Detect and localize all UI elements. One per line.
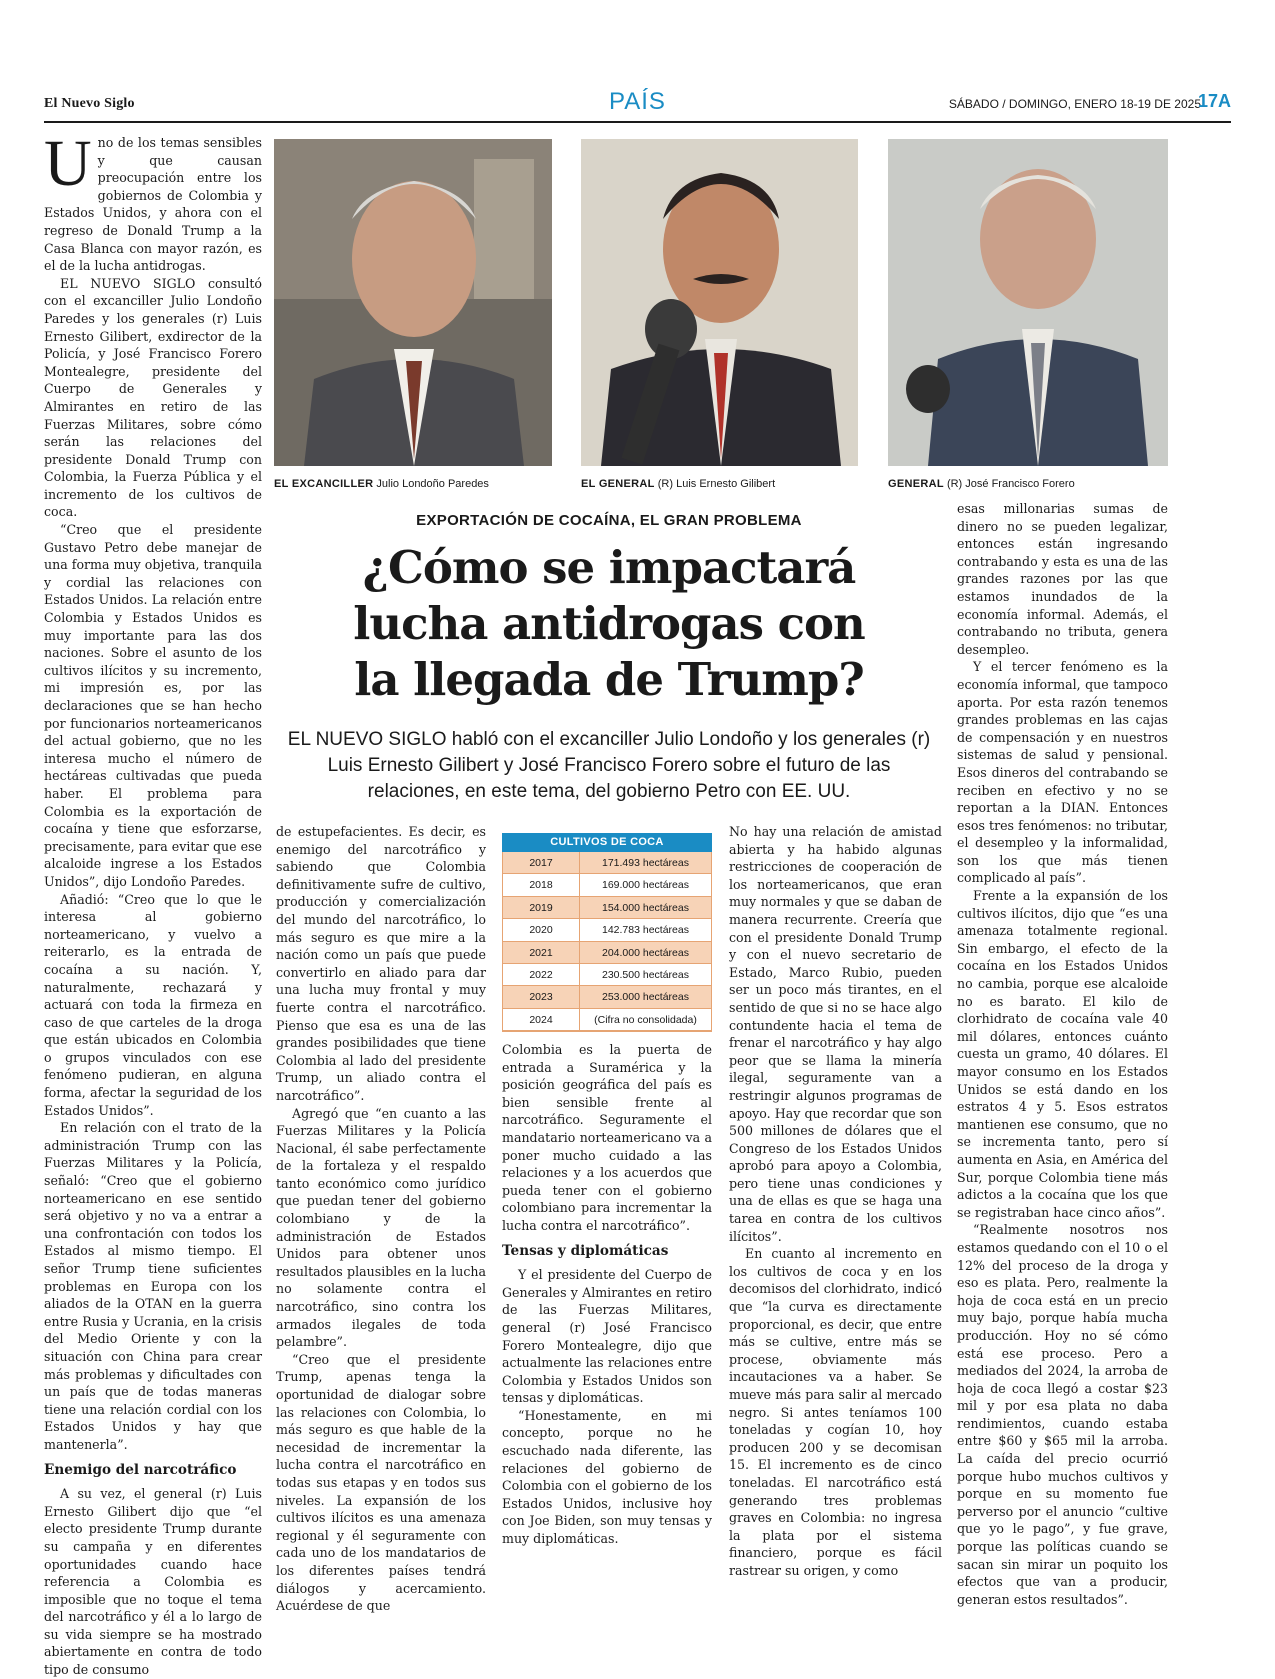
article-column-2: [276, 823, 486, 1615]
deck: EL NUEVO SIGLO habló con el excanciller Julio Londoño y los generales (r) Luis Ernesto Gilibert y José Francisco Forero sobre el futuro de las relaciones, en este tema, del gobierno Petro con EE. UU.: [287, 729, 931, 802]
paragraph: En cuanto al incremento en los cultivos de coca y en los decomisos del clorhidrato, indicó que “la curva es directamente proporcional, es decir, que entre más se cultive, entre más se procese, obviamente más incautaciones va a haber. Se mueve más para salir al mercado negro. Si antes teníamos 100 toneladas y cogían 10, hoy producen 200 y se decomisan 15. El incremento es de cinco toneladas. El narcotráfico está generando tres problemas graves en Colombia: no ingresa la plata por el sistema financiero, porque es fácil rastrear su origen, y como: [729, 1246, 942, 1578]
photo-caption-3: GENERAL (R) José Francisco Forero: [888, 478, 1075, 490]
section-title: PAÍS: [609, 88, 666, 115]
table-cell-year: 2020: [529, 924, 553, 937]
newspaper-brand: El Nuevo Siglo: [44, 96, 135, 111]
table-cell-value: 204.000 hectáreas: [579, 942, 711, 963]
header-rule: [44, 121, 1231, 123]
drop-cap: U: [44, 127, 92, 200]
table-cell-value: 169.000 hectáreas: [579, 874, 711, 895]
table-row: [503, 919, 711, 941]
photo-luis-gilibert: [581, 139, 858, 466]
article-column-3: [502, 1041, 712, 1548]
table-row: [503, 874, 711, 896]
paragraph: “Creo que el presidente Trump, apenas tenga la oportunidad de dialogar sobre las relaciones con Colombia, lo más seguro es que hable de la necesidad de incrementar la lucha contra el narcotráfico en todas sus etapas y en todos sus niveles. La expansión de los cultivos ilícitos es una amenaza regional y él seguramente con cada uno de los mandatarios de los diferentes países tendrá diálogos y acercamiento. Acuérdese de que: [276, 1351, 486, 1614]
issue-date: SÁBADO / DOMINGO, ENERO 18-19 DE 2025: [948, 97, 1201, 111]
table-cell-year: 2023: [529, 991, 553, 1004]
page-number: 17A: [1197, 91, 1231, 111]
paragraph: esas millonarias sumas de dinero no se pueden legalizar, entonces están ingresando contrabando y esta es una de las grandes razones por las que estamos inundados de la economía informal. Además, el contrabando no tributa, genera desempleo.: [957, 501, 1168, 657]
table-cell-year: 2021: [529, 946, 553, 959]
photo-jose-forero: [888, 139, 1168, 466]
paragraph: A su vez, el general (r) Luis Ernesto Gilibert dijo que “el electo presidente Trump durante su campaña y en diferentes oportunidades cuando hace referencia a Colombia es imposible que no toque el tema del narcotráfico y él a lo largo de su vida siempre se ha mostrado abiertamente en contra de todo tipo de consumo: [44, 1486, 262, 1678]
paragraph: Añadió: “Creo que lo que le interesa al gobierno norteamericano, y vuelvo a reiterarlo, es la entrada de cocaína a su nación. Y, naturalmente, rechazará y actuará con toda la firmeza en caso de que carteles de la droga que están ubicados en Colombia o grupos vinculados con ese fenómeno pudieran, en alguna forma, afectar la seguridad de los Estados Unidos”.: [44, 891, 262, 1118]
photo-julio-londono: [274, 139, 552, 466]
paragraph: Y el tercer fenómeno es la economía informal, que tampoco aporta. Por esta razón tenemos grandes problemas en las cajas de compensación y en nuestros sistemas de salud y pensional. Esos dineros del contrabando se reciben en efectivo y no se reportan a la DIAN. Entonces esos tres fenómenos: no tributar, el desempleo y la informalidad, son los que más tienen complicado al país”.: [957, 659, 1168, 886]
table-row: [503, 1009, 711, 1031]
paragraph: de estupefacientes. Es decir, es enemigo del narcotráfico y sabiendo que Colombia definitivamente sufre de cultivo, producción y comercialización del mundo del narcotráfico, lo más seguro es que mire a la nación como un país que puede convertirlo en aliado para dar una lucha muy frontal y muy fuerte contra el narcotráfico. Pienso que esa es una de las grandes posibilidades que tiene Colombia al lado del presidente Trump, un aliado contra el narcotráfico”.: [276, 824, 486, 1103]
headline: ¿Cómo se impactará lucha antidrogas con la llegada de Trump?: [353, 541, 865, 706]
paragraph: Frente a la expansión de los cultivos ilícitos, dijo que “es una amenaza totalmente regional. Sin embargo, el efecto de la cocaína en los Estados Unidos no cambia, porque ese alcaloide no es barato. El kilo de clorhidrato de cocaína vale 40 mil dólares, entonces cuánto cuesta un gramo, 40 dólares. El mayor consumo en los Estados Unidos se está dando en los estratos 4 y 5. Esos estratos mantienen ese consumo, que no se incrementa tanto, pero sí aumenta en Asia, en América del Sur, porque Colombia tiene más adictos a la cocaína que los que se registraban hace cinco años”.: [957, 888, 1168, 1220]
masthead: [44, 88, 1231, 116]
paragraph: No hay una relación de amistad abierta y ha habido algunas restricciones de cooperación de los norteamericanos, que eran muy normales y que se daban de manera recurrente. Creería que con el presidente Donald Trump y con el nuevo secretario de Estado, Marco Rubio, pueden ser un poco más tirantes, en el sentido de que si no se hace algo contundente hacia el tema de frenar el narcotráfico y hay algo peor que se llama la minería ilegal, seguramente van a restringir algunos programas de apoyo. Hay que recordar que son 500 millones de dólares que el Congreso de los Estados Unidos aprobó para apoyo a Colombia, pero tiene unas condiciones y una de ellas es que se haga una tarea en contra de los cultivos ilícitos”.: [729, 824, 942, 1244]
article-column-1: [44, 127, 262, 1679]
coca-crops-table: [502, 833, 712, 1032]
photo-caption-2: EL GENERAL (R) Luis Ernesto Gilibert: [581, 478, 776, 490]
paragraph: Y el presidente del Cuerpo de Generales y Almirantes en retiro de las Fuerzas Militares, general (r) José Francisco Forero Montealegre, dijo que actualmente las relaciones entre Colombia y Estados Unidos son tensas y diplomáticas.: [502, 1267, 712, 1406]
paragraph: En relación con el trato de la administración Trump con las Fuerzas Militares y la Policía, señaló: “Creo que el gobierno norteamericano en ese sentido será objetivo y no va a entrar a una confrontación con todos los Estados al mismo tiempo. El señor Trump tiene suficientes problemas en Europa con los aliados de la OTAN en la guerra entre Rusia y Ucrania, en la crisis del Medio Oriente y con la situación con China para crear más problemas y dificultades con un país que de todas maneras tiene una relación cordial con los Estados Unidos y hay que mantenerla”.: [44, 1120, 262, 1452]
table-title: CULTIVOS DE COCA: [502, 833, 712, 852]
table-row: [503, 852, 711, 874]
table-cell-year: 2017: [529, 857, 553, 869]
paragraph: “Honestamente, en mi concepto, porque no he escuchado nada diferente, las relaciones del gobierno de Colombia con el gobierno de los Estados Unidos, inclusive hoy con Joe Biden, son muy tensas y muy diplomáticas.: [502, 1407, 712, 1547]
table-cell-year: 2022: [529, 968, 553, 981]
table-row: [503, 942, 711, 964]
paragraph: “Creo que el presidente Gustavo Petro debe manejar de una forma muy objetiva, tranquila y cordial las relaciones con Estados Unidos. La relación entre Colombia y Estados Unidos es muy importante para las dos naciones. Sobre el asunto de los cultivos ilícitos y su incremento, mi impresión es, por las declaraciones que se han hecho por funcionarios norteamericanos del actual gobierno, que no les interesa mucho el número de hectáreas cultivadas que pueda haber. El problema para Colombia es la exportación de cocaína y tiene que esforzarse, precisamente, para evitar que ese alcaloide ingrese a los Estados Unidos”, dijo Londoño Paredes.: [44, 522, 262, 889]
table-row: [503, 897, 711, 919]
subheading: Tensas y diplomáticas: [502, 1242, 669, 1259]
paragraph: Colombia es la puerta de entrada a Suramérica y la posición geográfica del país es bien sensible frente al narcotráfico. Seguramente el mandatario norteamericano va a poner mucho cuidado a las relaciones y a los acuerdos que pueda tener con el gobierno colombiano para incrementar la lucha contra el narcotráfico”.: [502, 1042, 712, 1233]
table-cell-value: 154.000 hectáreas: [579, 897, 711, 918]
table-cell-value: 253.000 hectáreas: [579, 986, 711, 1007]
table-cell-value: 142.783 hectáreas: [579, 919, 711, 940]
article-column-5: [957, 500, 1168, 1608]
table-cell-year: 2024: [529, 1013, 553, 1026]
table-cell-value: 230.500 hectáreas: [579, 964, 711, 985]
paragraph: Agregó que “en cuanto a las Fuerzas Militares y la Policía Nacional, él sabe perfectamente de la fortaleza y el respaldo tanto económico como jurídico que puedan tener del gobierno colombiano y de la administración de Estados Unidos para obtener unos resultados plausibles en la lucha no solamente contra el narcotráfico, sino contra los armados ilegales de toda pelambre”.: [276, 1105, 486, 1350]
lead-paragraph: Uno de los temas sensibles y que causan preocupación entre los gobiernos de Colombia y Estados Unidos, y ahora con el regreso de Donald Trump a la Casa Blanca con mayor razón, es el de la lucha antidrogas.: [44, 127, 262, 274]
table-cell-value: (Cifra no consolidada): [579, 1009, 711, 1030]
table-row: [503, 986, 711, 1008]
paragraph: EL NUEVO SIGLO consultó con el excanciller Julio Londoño Paredes y los generales (r) Luis Ernesto Gilibert, exdirector de la Policía, y José Francisco Forero Montealegre, presidente del Cuerpo de Generales y Almirantes en retiro de las Fuerzas Militares, sobre cómo serán las relaciones del presidente Donald Trump con Colombia, la Fuerza Pública y el incremento de los cultivos de coca.: [44, 275, 262, 520]
photo-caption-1: EL EXCANCILLER Julio Londoño Paredes: [274, 478, 489, 490]
article-column-4: [729, 823, 942, 1580]
table-cell-year: 2019: [529, 901, 553, 914]
table-row: [503, 964, 711, 986]
table-cell-value: 171.493 hectáreas: [579, 852, 711, 873]
paragraph: “Realmente nosotros nos estamos quedando con el 10 o el 12% del proceso de la droga y eso es plata. Pero, realmente la hoja de coca está en un precio muy bajo, porque había mucha producción. Hoy no sé cómo está ese proceso. Pero a mediados del 2024, la arroba de hoja de coca llegó a costar $23 mil y por esa plata no daba rendimientos, cuando estaba entre $60 y $65 mil la arroba. La caída del precio ocurrió porque hubo muchos cultivos y porque en su momento fue perverso por el anuncio “cultive que yo le pago”, y fue grave, porque las políticas cuando se sacan sin mirar un poquito los efectos que van a producir, generan estos resultados”.: [957, 1222, 1168, 1607]
table-body: [502, 852, 712, 1032]
table-cell-year: 2018: [529, 879, 553, 892]
subheading: Enemigo del narcotráfico: [44, 1461, 237, 1478]
kicker: EXPORTACIÓN DE COCAÍNA, EL GRAN PROBLEMA: [416, 512, 802, 529]
